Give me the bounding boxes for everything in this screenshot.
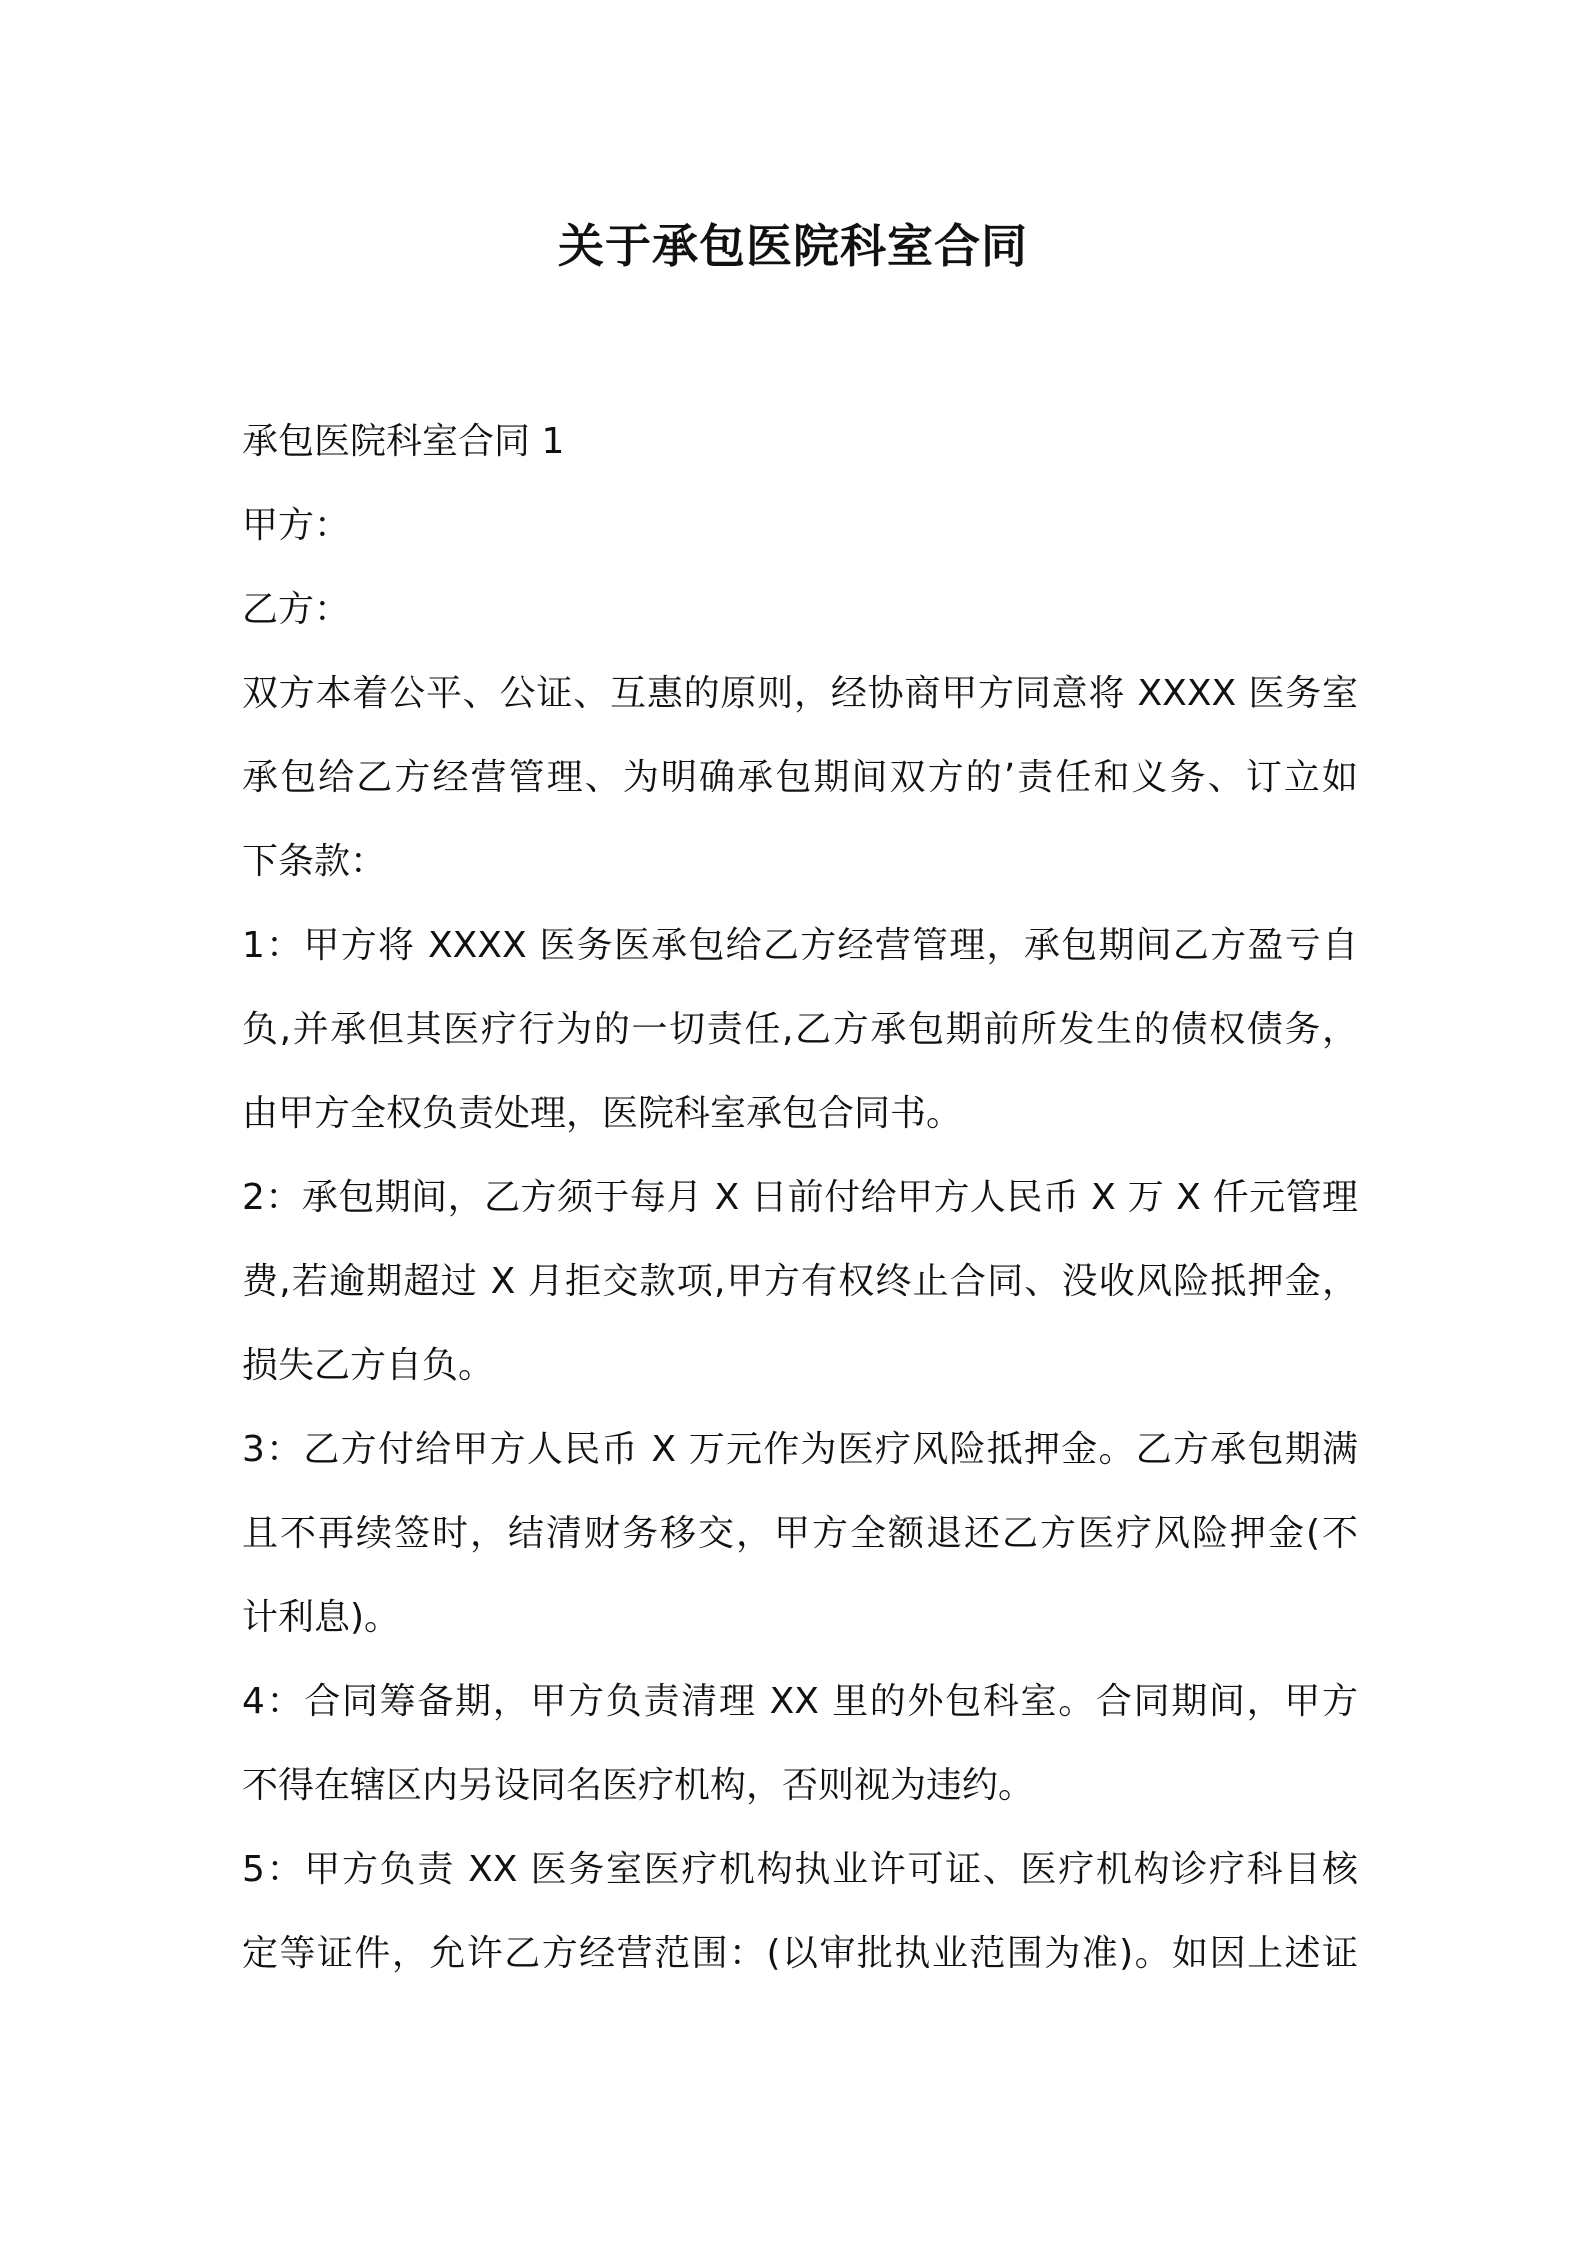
clause-5-line: 5：甲方负责 XX 医务室医疗机构执业许可证、医疗机构诊疗科目核 bbox=[242, 1849, 1358, 1890]
clause-1-line: 1：甲方将 XXXX 医务医承包给乙方经营管理，承包期间乙方盈亏自 bbox=[242, 925, 1358, 966]
document-body bbox=[242, 400, 1358, 1996]
clause-2-line: 2：承包期间，乙方须于每月 X 日前付给甲方人民币 X 万 X 仟元管理 bbox=[242, 1177, 1358, 1218]
clause-4-line: 4：合同筹备期，甲方负责清理 XX 里的外包科室。合同期间，甲方 bbox=[242, 1681, 1358, 1722]
text-line: 双方本着公平、公证、互惠的原则，经协商甲方同意将 XXXX 医务室 bbox=[242, 673, 1358, 714]
text-line: 承包给乙方经营管理、为明确承包期间双方的’责任和义务、订立如 bbox=[242, 757, 1358, 798]
clause-2-line: 损失乙方自负。 bbox=[242, 1345, 495, 1386]
clause-4-line: 不得在辖区内另设同名医疗机构，否则视为违约。 bbox=[242, 1765, 1035, 1806]
clause-3-line: 3：乙方付给甲方人民币 X 万元作为医疗风险抵押金。乙方承包期满 bbox=[242, 1429, 1358, 1470]
section-heading: 承包医院科室合同 1 bbox=[242, 421, 565, 462]
party-b-label: 乙方： bbox=[242, 589, 351, 630]
clause-3-line: 且不再续签时，结清财务移交，甲方全额退还乙方医疗风险押金(不 bbox=[242, 1513, 1358, 1554]
clause-5-line: 定等证件，允许乙方经营范围：(以审批执业范围为准)。如因上述证 bbox=[242, 1933, 1358, 1974]
document-title: 关于承包医院科室合同 bbox=[558, 219, 1028, 273]
party-a-label: 甲方： bbox=[242, 505, 351, 546]
clause-2-line: 费,若逾期超过 X 月拒交款项,甲方有权终止合同、没收风险抵押金， bbox=[242, 1261, 1358, 1302]
clause-1-line: 由甲方全权负责处理，医院科室承包合同书。 bbox=[242, 1093, 963, 1134]
text-line: 下条款： bbox=[242, 841, 387, 882]
clause-3-line: 计利息)。 bbox=[242, 1597, 401, 1638]
clause-1-line: 负,并承但其医疗行为的一切责任,乙方承包期前所发生的债权债务， bbox=[242, 1009, 1358, 1050]
